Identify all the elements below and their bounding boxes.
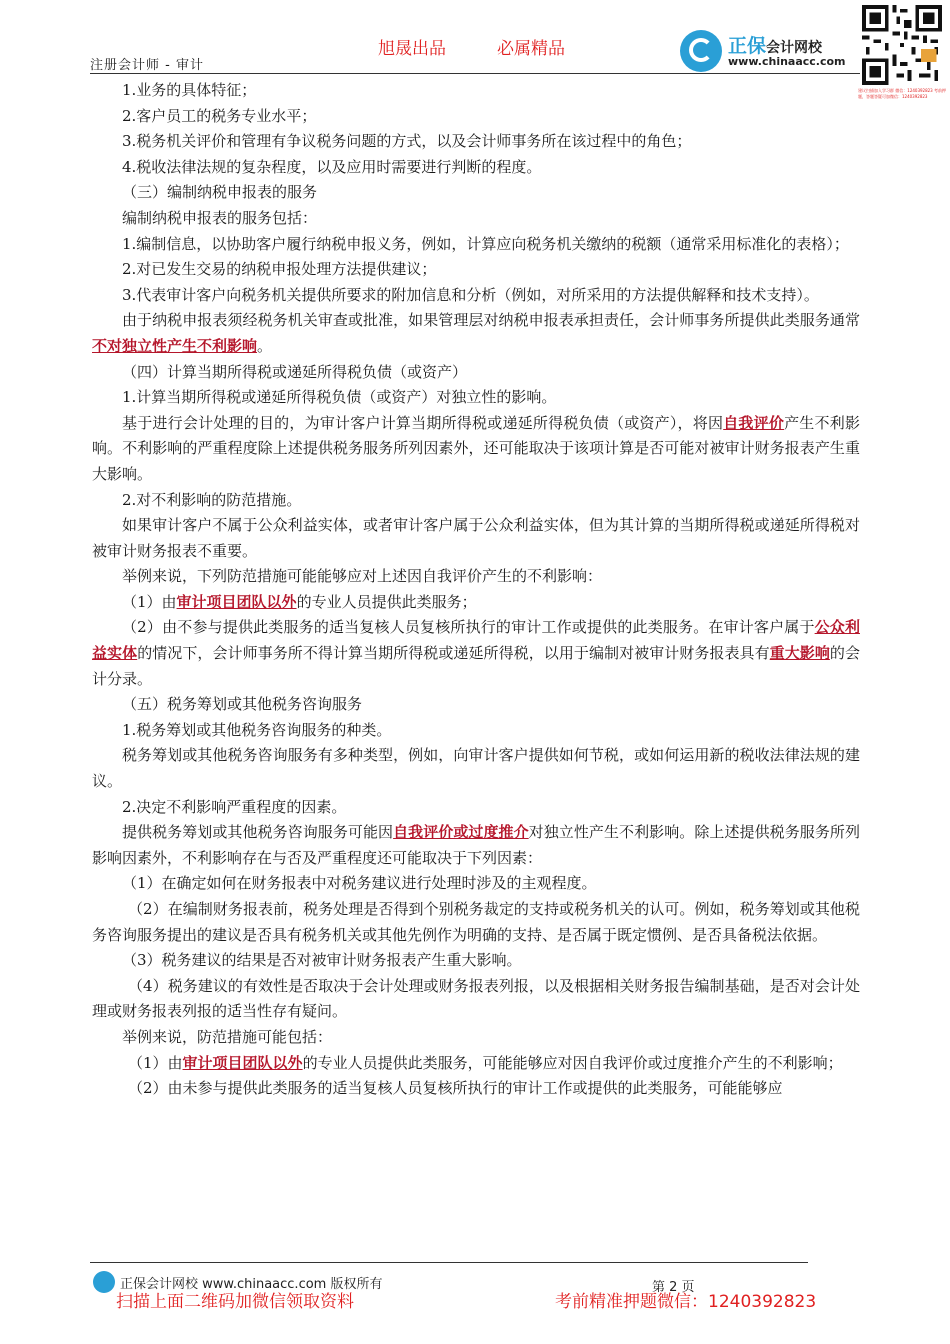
qr-code-icon — [862, 5, 942, 85]
paragraph — [92, 820, 860, 871]
paragraph: 举例来说，防范措施可能包括： — [122, 1027, 333, 1046]
paragraph: 2.决定不利影响严重程度的因素。 — [122, 797, 347, 816]
footer-copyright: 正保会计网校 www.chinaacc.com 版权所有 — [120, 1277, 383, 1292]
highlight-text: 公众利益实体 — [92, 618, 860, 663]
section-heading: （四）计算当期所得税或递延所得税负债（或资产） — [122, 362, 468, 381]
qr-note: 建议扫描加入学习群 微信：1240392823 考前押题，答题答疑可加微信：1240392823 — [858, 88, 946, 99]
page-number: 第 2 页 — [652, 1280, 695, 1295]
paragraph: 4.税收法律法规的复杂程度，以及应用时需要进行判断的程度。 — [122, 157, 542, 176]
promo-right: 考前精准押题微信：1240392823 — [555, 1292, 817, 1312]
text: （1）由 — [122, 592, 177, 611]
logo-name-suffix: 会计网校 — [766, 40, 823, 56]
logo-url: www.chinaacc.com — [728, 55, 846, 68]
text: 基于进行会计处理的目的，为审计客户计算当期所得税或递延所得税负债（或资产），将因 — [122, 413, 724, 432]
paragraph: 1.计算当期所得税或递延所得税负债（或资产）对独立性的影响。 — [122, 388, 557, 407]
text: 的专业人员提供此类服务； — [296, 592, 477, 611]
paragraph: 1.业务的具体特征； — [122, 81, 257, 99]
paragraph: 3.代表审计客户向税务机关提供所要求的附加信息和分析（例如，对所采用的方法提供解释和技术支持）。 — [122, 285, 819, 304]
paragraph: 3.税务机关评价和管理有争议税务问题的方式，以及会计师事务所在该过程中的角色； — [122, 132, 692, 151]
highlight-text: 重大影响 — [769, 644, 830, 663]
promo-left: 扫描上面二维码加微信领取资料 — [116, 1292, 354, 1312]
text: 对独立性产生不利影响。除上述提供税务服务所列影响因素外，不利影响存在与否及严重程度还可能取决于下列因素： — [92, 823, 860, 867]
highlight-text: 审计项目团队以外 — [176, 592, 297, 611]
text: 。 — [257, 336, 273, 355]
paragraph: （3）税务建议的结果是否对被审计财务报表产生重大影响。 — [122, 951, 522, 970]
logo-name: 正保会计网校 — [728, 35, 823, 57]
paragraph — [92, 308, 860, 359]
paragraph: （4）税务建议的有效性是否取决于会计处理或财务报表列报，以及根据相关财务报告编制基础，是否对会计处理或财务报表列报的适当性存有疑问。 — [92, 976, 860, 1021]
section-heading: （五）税务筹划或其他税务咨询服务 — [122, 695, 363, 714]
document-body — [92, 78, 860, 1102]
paragraph: 2.对已发生交易的纳税申报处理方法提供建议； — [122, 260, 437, 279]
text: 的专业人员提供此类服务，可能能够应对因自我评价或过度推介产生的不利影响； — [302, 1053, 843, 1072]
paragraph — [92, 615, 860, 692]
paragraph: 2.对不利影响的防范措施。 — [122, 490, 302, 509]
text: 的会计分录。 — [92, 644, 860, 688]
slogan-left: 旭晟出品 — [378, 39, 446, 59]
paragraph: 1.税务筹划或其他税务咨询服务的种类。 — [122, 720, 392, 739]
paragraph: 1.编制信息，以协助客户履行纳税申报义务，例如，计算应向税务机关缴纳的税额（通常采用标准化的表格）； — [122, 234, 849, 253]
paragraph — [92, 411, 860, 488]
footer-logo-icon — [93, 1271, 115, 1293]
document-title: 注册会计师 - 审计 — [90, 58, 204, 73]
section-heading: （三）编制纳税申报表的服务 — [122, 183, 318, 202]
paragraph — [92, 1051, 860, 1077]
paragraph: 举例来说，下列防范措施可能能够应对上述因自我评价产生的不利影响： — [122, 567, 603, 586]
paragraph: （2）在编制财务报表前，税务处理是否得到个别税务裁定的支持或税务机关的认可。例如，税务筹划或其他税务咨询服务提出的建议是否具有税务机关或其他先例作为明确的支持、是否属于既定惯例、是否具备税法依据。 — [92, 900, 860, 944]
paragraph: 如果审计客户不属于公众利益实体，或者审计客户属于公众利益实体，但为其计算的当期所得税或递延所得税对被审计财务报表不重要。 — [92, 516, 860, 560]
highlight-text: 自我评价或过度推介 — [393, 823, 529, 842]
paragraph: （2）由未参与提供此类服务的适当复核人员复核所执行的审计工作或提供的此类服务，可能能够应 — [128, 1079, 783, 1098]
text: 产生不利影响。不利影响的严重程度除上述提供税务服务所列因素外，还可能取决于该项计算是否可能对被审计财务报表产生重大影响。 — [92, 413, 860, 483]
paragraph — [92, 590, 860, 616]
paragraph: （1）在确定如何在财务报表中对税务建议进行处理时涉及的主观程度。 — [122, 874, 597, 893]
highlight-text: 不对独立性产生不利影响 — [92, 336, 258, 355]
text: （2）由不参与提供此类服务的适当复核人员复核所执行的审计工作或提供的此类服务。在审计客户属于 — [122, 618, 815, 637]
paragraph: 2.客户员工的税务专业水平； — [122, 106, 317, 125]
slogan-right: 必属精品 — [497, 39, 565, 59]
footer-divider — [90, 1262, 808, 1263]
paragraph: 税务筹划或其他税务咨询服务有多种类型，例如，向审计客户提供如何节税，或如何运用新的税收法律法规的建议。 — [92, 746, 860, 791]
text: 提供税务筹划或其他税务咨询服务可能因 — [122, 823, 394, 842]
text: （1）由 — [128, 1053, 183, 1072]
highlight-text: 审计项目团队以外 — [182, 1053, 303, 1072]
logo-icon — [680, 30, 722, 72]
highlight-text: 自我评价 — [723, 413, 785, 432]
text: 由于纳税申报表须经税务机关审查或批准，如果管理层对纳税申报表承担责任，会计师事务所提供此类服务通常 — [122, 311, 860, 330]
text: 的情况下，会计师事务所不得计算当期所得税或递延所得税，以用于编制对被审计财务报表具有 — [137, 644, 770, 663]
chinaacc-logo — [680, 30, 860, 74]
paragraph: 编制纳税申报表的服务包括： — [122, 208, 318, 227]
